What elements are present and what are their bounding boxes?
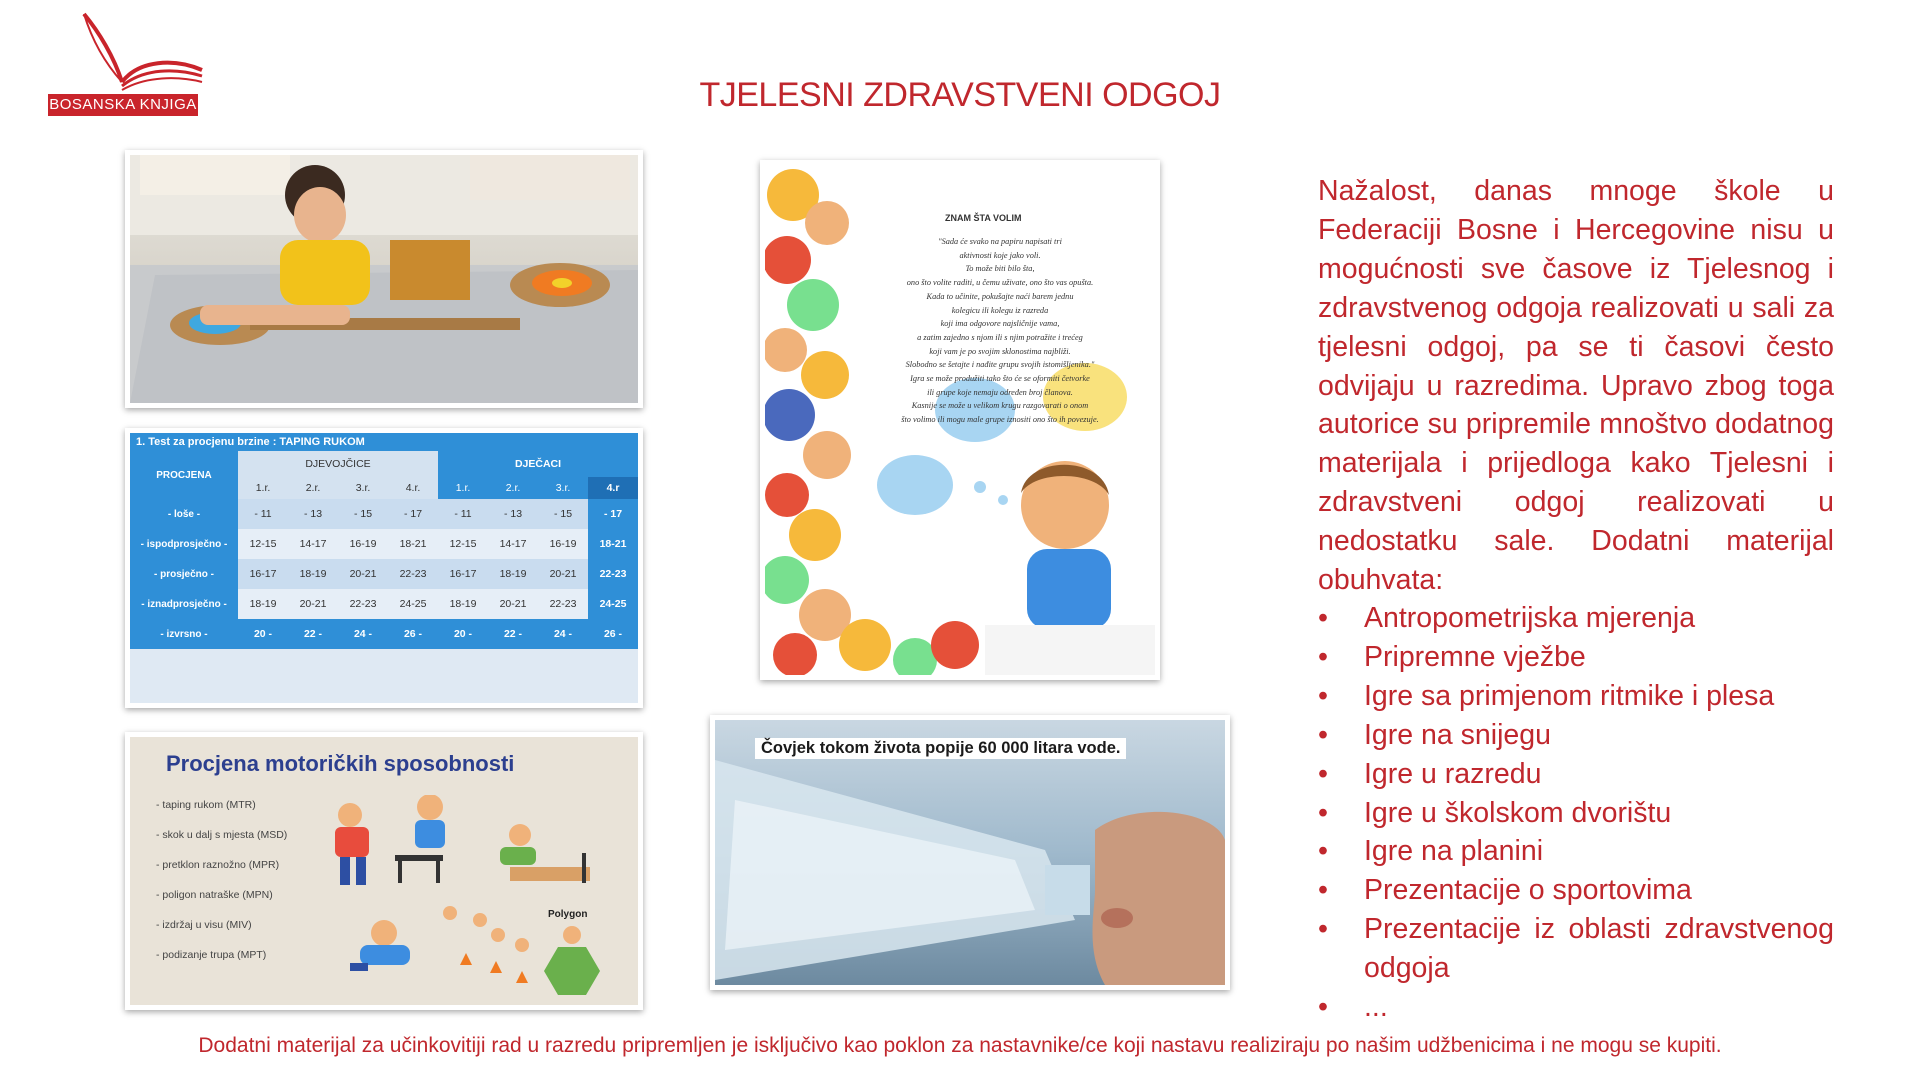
bullet-item bbox=[1318, 988, 1834, 1027]
table-cell: 16-19 bbox=[338, 529, 388, 559]
bullet-item bbox=[1318, 832, 1834, 871]
table-cell: 16-17 bbox=[438, 559, 488, 589]
bullet-item bbox=[1318, 910, 1834, 988]
table-cell: 18-19 bbox=[438, 589, 488, 619]
table-cell: 20-21 bbox=[288, 589, 338, 619]
table-cell: 18-21 bbox=[388, 529, 438, 559]
story-line: što volimo ili mogu male grupe iznositi ono što ih povezuje. bbox=[901, 415, 1099, 425]
story-line: "Sada će svako na papiru napisati tri bbox=[938, 237, 1062, 246]
grade-header-cell: 1.r. bbox=[438, 477, 488, 499]
intro-paragraph: Nažalost, danas mnoge škole u Federaciji Bosne i Hercegovine nisu u mogućnosti sve časove iz Tjelesnog i zdravstvenog odgoja realizovati u sali za tjelesni odgoj, pa se ti časovi često odvijaju u razredima. Upravo zbog toga autorice su pripremile mnoštvo dodatnog materijala i prijedloga kako Tjelesni i zdravstveni odgoj realizovati u nedostatku sale. Dodatni materijal obuhvata: bbox=[1318, 175, 1834, 597]
table-cell: 12-15 bbox=[238, 529, 288, 559]
table-cell: 24 - bbox=[538, 619, 588, 649]
bullet-dot-icon: • bbox=[1318, 679, 1328, 712]
poster-list-item: - izdržaj u visu (MIV) bbox=[156, 919, 252, 931]
table-cell: 20-21 bbox=[538, 559, 588, 589]
table-cell: 14-17 bbox=[488, 529, 538, 559]
bullet-dot-icon: • bbox=[1318, 913, 1328, 946]
bullet-item bbox=[1318, 794, 1834, 833]
table-heading: 1. Test za procjenu brzine : TAPING RUKOM bbox=[130, 433, 638, 451]
row-label: - prosječno - bbox=[130, 559, 238, 589]
bullet-text: Igre u razredu bbox=[1364, 757, 1542, 790]
table-cell: 22-23 bbox=[588, 559, 638, 589]
table-cell: 24 - bbox=[338, 619, 388, 649]
story-line: ili grupe koje nemaju određen broj članova. bbox=[927, 387, 1073, 397]
group-header-girls: DJEVOJČICE bbox=[238, 451, 438, 477]
bullet-item bbox=[1318, 599, 1834, 638]
bullet-dot-icon: • bbox=[1318, 991, 1328, 1024]
bullet-dot-icon: • bbox=[1318, 835, 1328, 868]
table-cell: 26 - bbox=[588, 619, 638, 649]
poster-list-item: - pretklon raznožno (MPR) bbox=[156, 859, 280, 871]
polygon-badge: Polygon bbox=[548, 909, 588, 920]
boy-tapping-illustration bbox=[130, 155, 638, 403]
bullet-dot-icon: • bbox=[1318, 796, 1328, 829]
story-line: kolegicu ili kolegu iz razreda bbox=[951, 305, 1049, 315]
bullet-text: Antropometrijska mjerenja bbox=[1364, 602, 1696, 634]
person-drinking-water-illustration bbox=[715, 720, 1225, 985]
table-cell: 24-25 bbox=[588, 589, 638, 619]
table-cell: 18-19 bbox=[488, 559, 538, 589]
group-header-boys: DJEČACI bbox=[438, 451, 638, 477]
poster-title: Procjena motoričkih sposobnosti bbox=[166, 751, 515, 776]
bullet-text: Prezentacije o sportovima bbox=[1364, 874, 1692, 907]
table-cell: - 17 bbox=[388, 499, 438, 529]
bullet-text: Igre sa primjenom ritmike i plesa bbox=[1364, 679, 1775, 712]
story-title: ZNAM ŠTA VOLIM bbox=[945, 213, 1022, 223]
table-cell: 22-23 bbox=[338, 589, 388, 619]
footer-note: Dodatni materijal za učinkovitiji rad u razredu pripremljen je isključivo kao poklon za nastavnike/ce koji nastavu realiziraju po našim udžbenicima i ne mogu se kupiti. bbox=[198, 1034, 1722, 1057]
table-cell: 18-19 bbox=[238, 589, 288, 619]
table-cell: - 13 bbox=[488, 499, 538, 529]
story-line: Kasnije se može u velikom krugu razgovarati o onom bbox=[911, 401, 1089, 411]
table-cell: 24-25 bbox=[388, 589, 438, 619]
poster-list-item: - skok u dalj s mjesta (MSD) bbox=[156, 829, 288, 841]
table-row bbox=[130, 529, 638, 559]
motor-skills-poster bbox=[125, 732, 643, 1010]
bullet-dot-icon: • bbox=[1318, 640, 1328, 673]
table-row bbox=[130, 619, 638, 649]
bullet-item bbox=[1318, 677, 1834, 716]
bullet-item bbox=[1318, 716, 1834, 755]
poster-list-item: - podizanje trupa (MPT) bbox=[156, 949, 267, 961]
story-line: koji vam je po svojim sklonostima najbliži. bbox=[929, 346, 1071, 356]
table-cell: - 11 bbox=[438, 499, 488, 529]
row-label: - izvrsno - bbox=[130, 619, 238, 649]
photo-tapping-test bbox=[125, 150, 643, 408]
grade-header-cell: 3.r. bbox=[338, 477, 388, 499]
grade-header-cell: 1.r. bbox=[238, 477, 288, 499]
grade-header-cell: 2.r. bbox=[488, 477, 538, 499]
bullet-item bbox=[1318, 638, 1834, 677]
table-cell: 22 - bbox=[488, 619, 538, 649]
bullet-text: Prezentacije iz oblasti zdravstvenog odgoja bbox=[1364, 913, 1834, 985]
table-cell: 20 - bbox=[238, 619, 288, 649]
bullet-item bbox=[1318, 755, 1834, 794]
water-photo bbox=[710, 715, 1230, 990]
table-cell: 22 - bbox=[288, 619, 338, 649]
table-cell: - 13 bbox=[288, 499, 338, 529]
poster-list-item: - poligon natraške (MPN) bbox=[156, 889, 273, 901]
kids-exercising-illustration bbox=[320, 795, 638, 1005]
row-label: - ispodprosječno - bbox=[130, 529, 238, 559]
story-text bbox=[875, 235, 1125, 427]
table-cell: 18-19 bbox=[288, 559, 338, 589]
bullet-dot-icon: • bbox=[1318, 757, 1328, 790]
story-line: Igra se može produžiti tako što će se oformiti četvorke bbox=[910, 374, 1090, 384]
bullet-item bbox=[1318, 871, 1834, 910]
grade-header-cell: 2.r. bbox=[288, 477, 338, 499]
table-cell: 20-21 bbox=[488, 589, 538, 619]
table-row bbox=[130, 589, 638, 619]
table-cell: 14-17 bbox=[288, 529, 338, 559]
poster-list-item: - taping rukom (MTR) bbox=[156, 799, 256, 811]
scores-table bbox=[130, 451, 638, 649]
row-label: - iznadprosječno - bbox=[130, 589, 238, 619]
grade-header-cell: 4.r. bbox=[388, 477, 438, 499]
table-cell: - 15 bbox=[538, 499, 588, 529]
story-line: Kada to učinite, pokušajte naći barem jednu bbox=[926, 291, 1074, 301]
story-line: Slobodno se šetajte i nađite grupu svojih istomišljenika." bbox=[905, 360, 1095, 370]
bullet-dot-icon: • bbox=[1318, 718, 1328, 751]
material-bullet-list bbox=[1318, 599, 1834, 1027]
table-cell: 26 - bbox=[388, 619, 438, 649]
table-cell: 16-17 bbox=[238, 559, 288, 589]
story-worksheet bbox=[760, 160, 1160, 680]
table-corner-label: PROCJENA bbox=[130, 451, 238, 499]
grade-header-cell: 4.r bbox=[588, 477, 638, 499]
table-cell: - 11 bbox=[238, 499, 288, 529]
water-caption: Čovjek tokom života popije 60 000 litara vode. bbox=[755, 738, 1126, 759]
row-label: - loše - bbox=[130, 499, 238, 529]
story-line: aktivnosti koje jako voli. bbox=[959, 250, 1041, 260]
bullet-text: Igre na snijegu bbox=[1364, 718, 1551, 751]
table-cell: 22-23 bbox=[388, 559, 438, 589]
table-cell: 18-21 bbox=[588, 529, 638, 559]
story-line: a zatim zajedno s njom ili s njim potražite i trećeg bbox=[917, 332, 1083, 342]
bullet-dot-icon: • bbox=[1318, 874, 1328, 907]
table-cell: 22-23 bbox=[538, 589, 588, 619]
table-cell: - 15 bbox=[338, 499, 388, 529]
story-line: koji ima odgovore najsličnije vama, bbox=[940, 319, 1060, 329]
bullet-text: ... bbox=[1364, 991, 1388, 1024]
table-cell: 20-21 bbox=[338, 559, 388, 589]
story-line: ono što volite raditi, u čemu uživate, ono što vas opušta. bbox=[906, 278, 1094, 288]
table-cell: 20 - bbox=[438, 619, 488, 649]
bullet-text: Igre u školskom dvorištu bbox=[1364, 796, 1672, 829]
table-cell: 12-15 bbox=[438, 529, 488, 559]
bullet-dot-icon: • bbox=[1318, 602, 1328, 634]
logo-wordmark: BOSANSKA KNJIGA bbox=[48, 94, 198, 116]
bullet-text: Pripremne vježbe bbox=[1364, 640, 1586, 673]
story-line: To može biti bilo šta, bbox=[965, 264, 1035, 274]
poster-test-list bbox=[156, 799, 287, 979]
page-title: TJELESNI ZDRAVSTVENI ODGOJ bbox=[699, 76, 1221, 114]
grade-header-cell: 3.r. bbox=[538, 477, 588, 499]
bullet-text: Igre na planini bbox=[1364, 835, 1544, 868]
speed-test-table bbox=[125, 428, 643, 708]
table-row bbox=[130, 559, 638, 589]
table-row bbox=[130, 499, 638, 529]
table-cell: 16-19 bbox=[538, 529, 588, 559]
table-cell: - 17 bbox=[588, 499, 638, 529]
